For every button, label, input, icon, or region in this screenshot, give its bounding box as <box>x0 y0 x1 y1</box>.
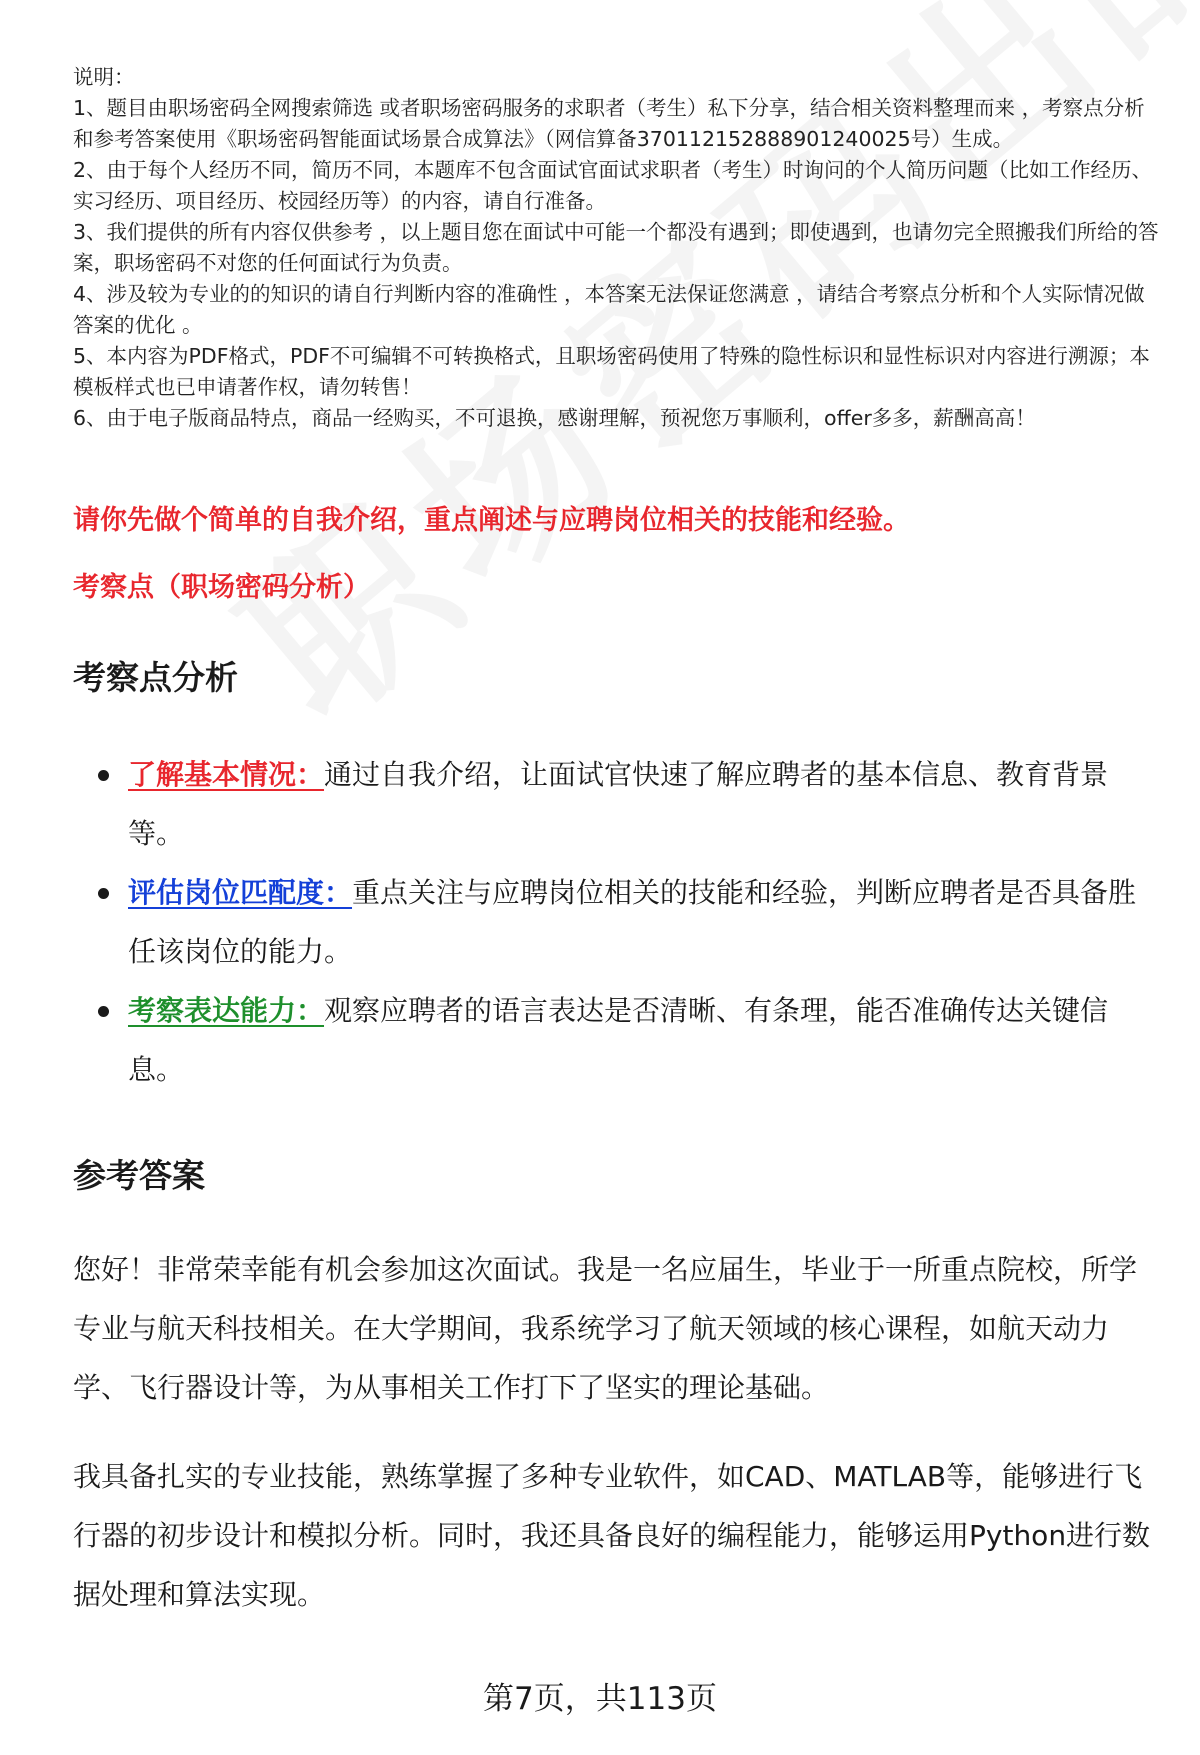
notes-item-2: 2、由于每个人经历不同，简历不同，本题库不包含面试官面试求职者（考生）时询问的个人简历问题（比如工作经历、实习经历、项目经历、校园经历等）的内容，请自行准备。 <box>73 158 1153 213</box>
analysis-point-text: 重点关注与应聘岗位相关的技能和经验，判断应聘者是否具备胜任该岗位的能力。 <box>128 876 1137 968</box>
analysis-heading: 考察点分析 <box>73 658 238 697</box>
analysis-point-text: 观察应聘者的语言表达是否清晰、有条理，能否准确传达关键信息。 <box>128 994 1109 1086</box>
disclaimer-notes <box>73 62 1163 434</box>
bullet-icon <box>98 770 109 781</box>
analysis-point-keyword: 评估岗位匹配度： <box>128 876 353 909</box>
bullet-icon <box>98 888 109 899</box>
notes-heading: 说明： <box>73 65 135 89</box>
analysis-points-list <box>98 745 1148 1099</box>
notes-item-1: 1、题目由职场密码全网搜索筛选 或者职场密码服务的求职者（考生）私下分享，结合相关资料整理而来 ，考察点分析和参考答案使用《职场密码智能面试场景合成算法》（网信算备370112152888901240025号）生成。 <box>73 96 1145 151</box>
reference-answer <box>73 1240 1163 1654</box>
answer-heading: 参考答案 <box>73 1156 205 1195</box>
analysis-point-keyword: 了解基本情况： <box>128 758 325 791</box>
interview-question: 请你先做个简单的自我介绍，重点阐述与应聘岗位相关的技能和经验。 <box>73 505 910 536</box>
answer-paragraph-1: 您好！非常荣幸能有机会参加这次面试。我是一名应届生，毕业于一所重点院校，所学专业与航天科技相关。在大学期间，我系统学习了航天领域的核心课程，如航天动力学、飞行器设计等，为从事相关工作打下了坚实的理论基础。 <box>73 1253 1138 1404</box>
bullet-icon <box>98 1006 109 1017</box>
analysis-point <box>98 981 1148 1099</box>
notes-item-3: 3、我们提供的所有内容仅供参考 ，以上题目您在面试中可能一个都没有遇到；即使遇到，也请勿完全照搬我们所给的答案，职场密码不对您的任何面试行为负责。 <box>73 220 1159 275</box>
analysis-point-keyword: 考察表达能力： <box>128 994 325 1027</box>
analysis-point <box>98 745 1148 863</box>
notes-item-6: 6、由于电子版商品特点，商品一经购买，不可退换，感谢理解，预祝您万事顺利，offer多多，薪酬高高！ <box>73 406 1036 430</box>
analysis-point <box>98 863 1148 981</box>
analysis-point-text: 通过自我介绍，让面试官快速了解应聘者的基本信息、教育背景等。 <box>128 758 1109 850</box>
answer-paragraph-2: 我具备扎实的专业技能，熟练掌握了多种专业软件，如CAD、MATLAB等，能够进行飞行器的初步设计和模拟分析。同时，我还具备良好的编程能力，能够运用Python进行数据处理和算法实现。 <box>73 1460 1151 1611</box>
kaocha-label: 考察点（职场密码分析） <box>73 572 370 603</box>
notes-item-4: 4、涉及较为专业的的知识的请自行判断内容的准确性 ，本答案无法保证您满意 ，请结合考察点分析和个人实际情况做答案的优化 。 <box>73 282 1145 337</box>
page-number: 第7页，共113页 <box>483 1681 717 1717</box>
notes-item-5: 5、本内容为PDF格式，PDF不可编辑不可转换格式，且职场密码使用了特殊的隐性标识和显性标识对内容进行溯源；本模板样式也已申请著作权，请勿转售！ <box>73 344 1150 399</box>
